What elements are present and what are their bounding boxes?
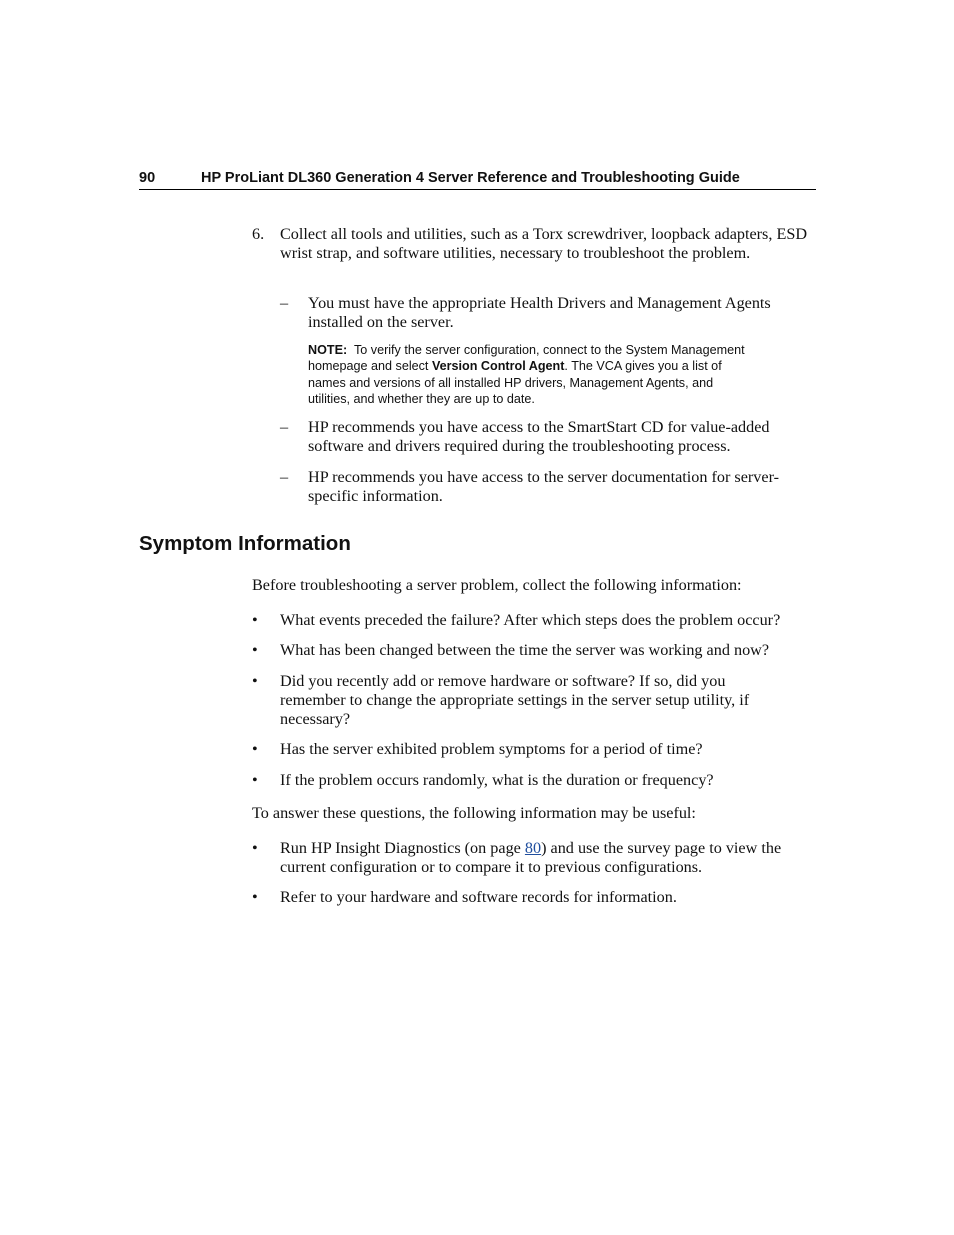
text-after-link: ) and use the survey page to view the current configuration or to compare it to previous configurations. bbox=[280, 839, 782, 877]
bullet-marker: • bbox=[252, 740, 258, 758]
list-item bbox=[252, 839, 817, 877]
sub-item-text: HP recommends you have access to the SmartStart CD for value-added software and drivers required during the troubleshooting process. bbox=[308, 418, 770, 456]
page-number: 90 bbox=[139, 170, 156, 186]
note-box bbox=[308, 342, 758, 408]
sub-item-text: You must have the appropriate Health Drivers and Management Agents installed on the server. bbox=[308, 294, 771, 332]
bullet-marker: • bbox=[252, 611, 258, 629]
bullet-marker: • bbox=[252, 888, 258, 906]
page-80-link[interactable]: 80 bbox=[524, 839, 542, 857]
list-item bbox=[252, 771, 817, 790]
running-header bbox=[139, 168, 816, 190]
list-item-text bbox=[280, 839, 817, 877]
list-item-text: Refer to your hardware and software records for information. bbox=[280, 888, 677, 906]
answer-intro-paragraph: To answer these questions, the following information may be useful: bbox=[252, 804, 696, 822]
dash-marker: – bbox=[280, 294, 289, 312]
list-item-text: What events preceded the failure? After which steps does the problem occur? bbox=[280, 611, 781, 629]
list-item bbox=[252, 888, 817, 907]
note-bold-term: Version Control Agent bbox=[431, 359, 565, 374]
list-item-text: Did you recently add or remove hardware or software? If so, did you remember to change the appropriate settings in the server setup utility, if necessary? bbox=[280, 672, 750, 729]
step-6 bbox=[252, 225, 812, 263]
bullet-marker: • bbox=[252, 672, 258, 690]
step-text: Collect all tools and utilities, such as a Torx screwdriver, loopback adapters, ESD wrist strap, and software utilities, necessary to troubleshoot the problem. bbox=[280, 225, 808, 263]
bullet-marker: • bbox=[252, 641, 258, 659]
dash-marker: – bbox=[280, 468, 289, 486]
text-before-link: Run HP Insight Diagnostics (on page bbox=[280, 839, 525, 857]
sub-item-documentation bbox=[280, 468, 815, 506]
bullet-marker: • bbox=[252, 839, 258, 857]
note-text-before: To verify the server configuration, connect to the System Management homepage and select bbox=[308, 343, 745, 374]
section-heading: Symptom Information bbox=[139, 532, 351, 555]
list-item bbox=[252, 641, 817, 660]
intro-paragraph: Before troubleshooting a server problem, collect the following information: bbox=[252, 576, 742, 594]
list-item-text: If the problem occurs randomly, what is the duration or frequency? bbox=[280, 771, 714, 789]
sub-item-smartstart bbox=[280, 418, 815, 456]
list-item-text: Has the server exhibited problem symptoms for a period of time? bbox=[280, 740, 703, 758]
list-item bbox=[252, 611, 817, 630]
sub-item-text: HP recommends you have access to the server documentation for server-specific information. bbox=[308, 468, 780, 506]
guide-title: HP ProLiant DL360 Generation 4 Server Reference and Troubleshooting Guide bbox=[201, 170, 740, 186]
dash-marker: – bbox=[280, 418, 289, 436]
list-item bbox=[252, 672, 817, 730]
note-label: NOTE: bbox=[308, 343, 348, 357]
step-number: 6. bbox=[252, 225, 265, 243]
note-text-after: . The VCA gives you a list of names and versions of all installed HP drivers, Management Agents, and utilities, and whether they are up to date. bbox=[308, 359, 722, 407]
list-item bbox=[252, 740, 817, 759]
list-item-text: What has been changed between the time the server was working and now? bbox=[280, 641, 770, 659]
sub-item-health-drivers bbox=[280, 294, 815, 332]
bullet-marker: • bbox=[252, 771, 258, 789]
